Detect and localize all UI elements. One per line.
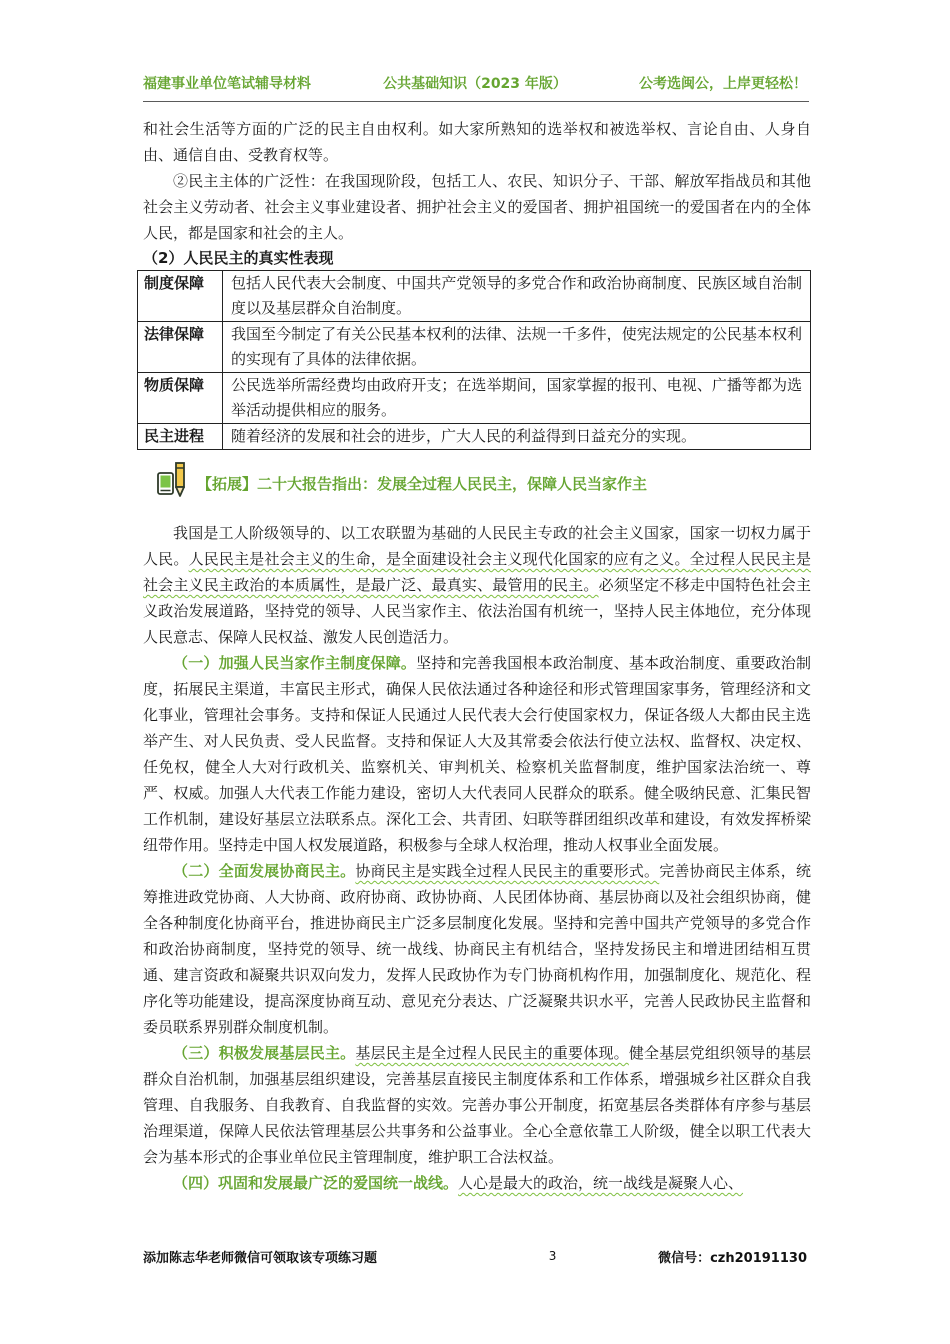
table-row (138, 424, 811, 450)
body-text: 完善协商民主体系，统筹推进政党协商、人大协商、政府协商、政协协商、人民团体协商、基层协商以及社会组织协商，健全各种制度化协商平台，推进协商民主广泛多层制度化发展。坚持和完善中国共产党领导的多党合作和政治协商制度，坚持党的领导、统一战线、协商民主有机结合，坚持发扬民主和增进团结相互贯通、建言资政和凝聚共识双向发力，发挥人民政协作为专门协商机构作用，加强制度化、规范化、程序化等功能建设，提高深度协商互动、意见充分表达、广泛凝聚共识水平，完善人民政协民主监督和委员联系界别群众制度机制。 (143, 862, 811, 1036)
body-paragraph-3 (143, 1040, 811, 1170)
table-value: 包括人民代表大会制度、中国共产党领导的多党合作和政治协商制度、民族区域自治制度以及基层群众自治制度。 (223, 271, 811, 322)
guarantee-table (137, 270, 811, 450)
point-title: （一）加强人民当家作主制度保障。 (173, 654, 417, 672)
header-right: 公考选闽公，上岸更轻松！ (639, 76, 807, 92)
body-text: 健全基层党组织领导的基层群众自治机制，加强基层组织建设，完善基层直接民主制度体系和工作体系，增强城乡社区群众自我管理、自我服务、自我教育、自我监督的实效。完善办事公开制度，拓宽基层各类群体有序参与基层治理渠道，保障人民依法管理基层公共事务和公益事业。全心全意依靠工人阶级，健全以职工代表大会为基本形式的企事业单位民主管理制度，维护职工合法权益。 (143, 1044, 811, 1166)
notebook-pencil-icon (157, 460, 187, 508)
footer-left: 添加陈志华老师微信可领取该专项练习题 (143, 1250, 378, 1266)
body-paragraph-4 (143, 1170, 811, 1196)
table-key: 民主进程 (138, 424, 223, 450)
extension-heading (157, 464, 811, 504)
section-heading: （2）人民民主的真实性表现 (143, 249, 334, 267)
underlined-text: 协商民主是实践全过程人民民主的重要形式。 (355, 862, 660, 880)
table-row (138, 271, 811, 322)
point-title: （二）全面发展协商民主。 (173, 862, 356, 880)
intro-paragraph-2: ②民主主体的广泛性：在我国现阶段，包括工人、农民、知识分子、干部、解放军指战员和其他社会主义劳动者、社会主义事业建设者、拥护社会主义的爱国者、拥护祖国统一的爱国者在内的全体人民，都是国家和社会的主人。 (143, 172, 811, 242)
page-number: 3 (548, 1249, 557, 1263)
header-center: 公共基础知识（2023 年版） (383, 76, 567, 92)
body-text: 坚持和完善我国根本政治制度、基本政治制度、重要政治制度，拓展民主渠道，丰富民主形式，确保人民依法通过各种途径和形式管理国家事务，管理经济和文化事业，管理社会事务。支持和保证人民通过人民代表大会行使国家权力，保证各级人大都由民主选举产生、对人民负责、受人民监督。支持和保证人大及其常委会依法行使立法权、监督权、决定权、任免权，健全人大对行政机关、监察机关、审判机关、检察机关监督制度，维护国家法治统一、尊严、权威。加强人大代表工作能力建设，密切人大代表同人民群众的联系。健全吸纳民意、汇集民智工作机制，建设好基层立法联系点。深化工会、共青团、妇联等群团组织改革和建设，有效发挥桥梁纽带作用。坚持走中国人权发展道路，积极参与全球人权治理，推动人权事业全面发展。 (143, 654, 811, 854)
underlined-text: 人民民主是社会主义的生命，是全面建设社会主义现代化国家的应有之义。 (188, 550, 690, 568)
table-key: 物质保障 (138, 373, 223, 424)
body-paragraph-1 (143, 650, 811, 858)
body-paragraph-2 (143, 858, 811, 1040)
underlined-text: 人心是最大的政治，统一战线是凝聚人心、 (458, 1174, 744, 1192)
footer-right: 微信号：czh20191130 (658, 1250, 807, 1266)
header-left: 福建事业单位笔试辅导材料 (143, 76, 311, 92)
intro-paragraph-1: 和社会生活等方面的广泛的民主自由权利。如大家所熟知的选举权和被选举权、言论自由、人身自由、通信自由、受教育权等。 (143, 120, 811, 164)
table-row (138, 373, 811, 424)
page-header (143, 72, 807, 94)
point-title: （四）巩固和发展最广泛的爱国统一战线。 (173, 1174, 459, 1192)
body-paragraph-intro (143, 520, 811, 650)
page-footer (143, 1245, 807, 1267)
table-value: 我国至今制定了有关公民基本权利的法律、法规一千多件，使宪法规定的公民基本权利的实现有了具体的法律依据。 (223, 322, 811, 373)
table-value: 公民选举所需经费均由政府开支；在选举期间，国家掌握的报刊、电视、广播等都为选举活动提供相应的服务。 (223, 373, 811, 424)
page-content (143, 116, 811, 1196)
body-text: 我国是工人阶级领导的、以工农联盟为基础的人民民主专政的社会主义国家，国家一切权力属于人民。 (143, 524, 811, 568)
extension-title: 【拓展】二十大报告指出：发展全过程人民民主，保障人民当家作主 (197, 475, 648, 493)
point-title: （三）积极发展基层民主。 (173, 1044, 356, 1062)
table-value: 随着经济的发展和社会的进步，广大人民的利益得到日益充分的实现。 (223, 424, 811, 450)
header-divider (143, 101, 809, 102)
table-key: 法律保障 (138, 322, 223, 373)
table-row (138, 322, 811, 373)
underlined-text: 基层民主是全过程人民民主的重要体现。 (355, 1044, 629, 1062)
body-text: 必须坚定不移走中国特色社会主义政治发展道路，坚持党的领导、人民当家作主、依法治国有机统一，坚持人民主体地位，充分体现人民意志、保障人民权益、激发人民创造活力。 (143, 576, 811, 646)
table-key: 制度保障 (138, 271, 223, 322)
underlined-text: 全过程人民民主是社会主义民主政治的本质属性，是最广泛、最真实、最管用的民主。 (143, 550, 811, 594)
